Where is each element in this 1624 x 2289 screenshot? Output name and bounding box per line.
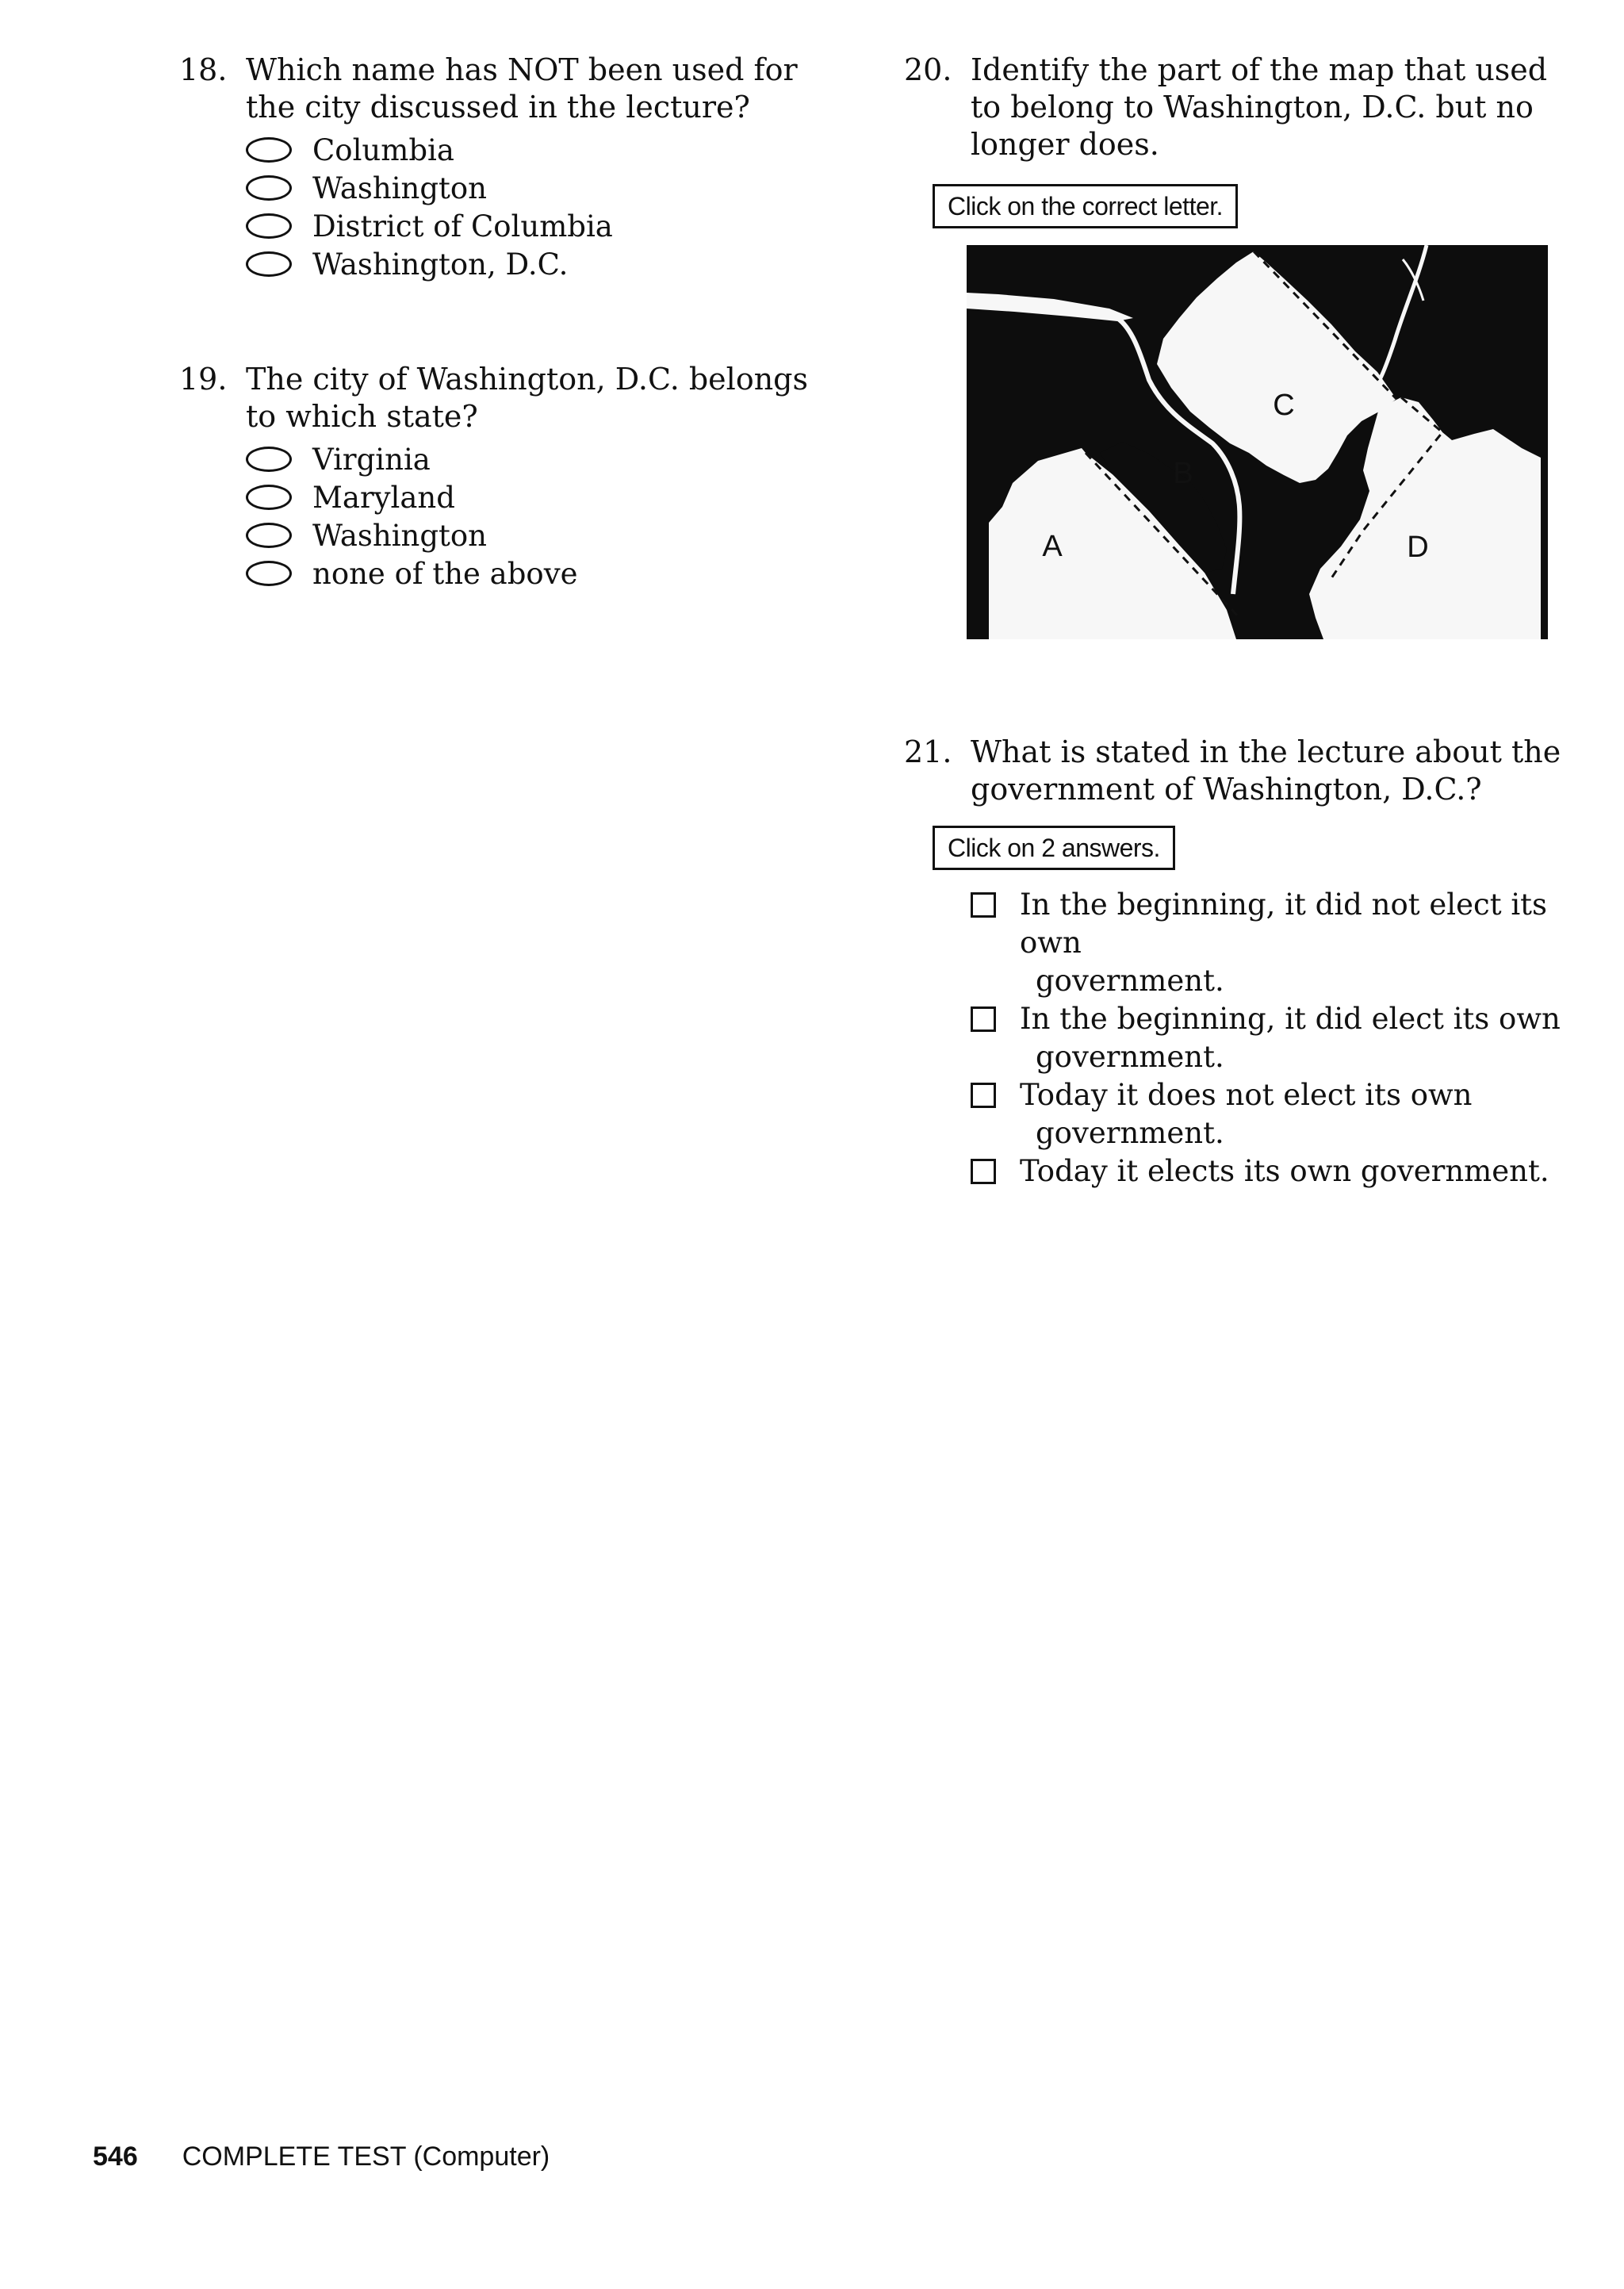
map-label-b: B [1173,457,1193,490]
option-label: Washington, D.C. [312,247,569,282]
section-title: COMPLETE TEST (Computer) [182,2141,550,2172]
radio-button[interactable] [246,485,292,510]
checkbox[interactable] [971,1083,996,1108]
option-label-continued: government. [1036,1116,1224,1150]
radio-button[interactable] [246,251,292,277]
map-label-a: A [1042,530,1063,563]
option-label: Washington [312,171,488,205]
answer-option[interactable] [246,516,814,554]
question-text: The city of Washington, D.C. belongs to which state? [246,362,808,434]
map-label-d: D [1407,531,1429,564]
question-number: 19. [179,362,228,397]
radio-button[interactable] [246,137,292,163]
option-label: Washington [312,518,488,553]
answer-option[interactable] [246,245,814,283]
answer-option[interactable] [246,554,814,592]
answer-option[interactable] [971,886,1562,1000]
question-text: Which name has NOT been used for the city discussed in the lecture? [246,52,798,125]
option-label: none of the above [312,556,578,591]
question-text: Identify the part of the map that used to belong to Washington, D.C. but no longer does. [971,52,1548,162]
option-label: Today it elects its own government. [1020,1154,1549,1188]
option-label-continued: government. [1036,964,1224,998]
answer-option[interactable] [246,207,814,245]
option-label: Maryland [312,480,455,515]
answer-option[interactable] [971,1076,1562,1152]
page-number: 546 [93,2141,138,2172]
map-label-c: C [1273,389,1295,422]
instruction-box: Click on the correct letter. [933,184,1238,228]
question-21 [904,734,1562,1191]
radio-button[interactable] [246,447,292,472]
option-label: Columbia [312,132,454,167]
option-label: Virginia [312,442,431,477]
question-number: 20. [904,52,952,87]
checkbox[interactable] [971,1006,996,1032]
question-text: What is stated in the lecture about the government of Washington, D.C.? [971,734,1561,807]
option-label: In the beginning, it did not elect its own [1020,888,1548,960]
question-18 [179,52,814,283]
option-label: In the beginning, it did elect its own [1020,1002,1561,1036]
question-19 [179,361,814,592]
option-label: District of Columbia [312,209,613,243]
radio-button[interactable] [246,175,292,201]
question-number: 18. [179,52,228,87]
answer-option[interactable] [246,131,814,169]
question-20 [904,52,1562,228]
radio-button[interactable] [246,523,292,548]
radio-button[interactable] [246,561,292,586]
answer-option[interactable] [246,169,814,207]
answer-option[interactable] [971,1000,1562,1076]
option-label-continued: government. [1036,1040,1224,1074]
question-number: 21. [904,734,952,769]
answer-option[interactable] [246,440,814,478]
checkbox[interactable] [971,892,996,918]
radio-button[interactable] [246,213,292,239]
checkbox[interactable] [971,1159,996,1184]
answer-options [246,440,814,592]
instruction-box: Click on 2 answers. [933,826,1175,870]
answer-option[interactable] [971,1152,1562,1191]
answer-options [971,886,1562,1191]
dc-map [967,245,1548,639]
answer-options [246,131,814,283]
answer-option[interactable] [246,478,814,516]
page-footer [93,2141,550,2172]
option-label: Today it does not elect its own [1020,1078,1473,1112]
